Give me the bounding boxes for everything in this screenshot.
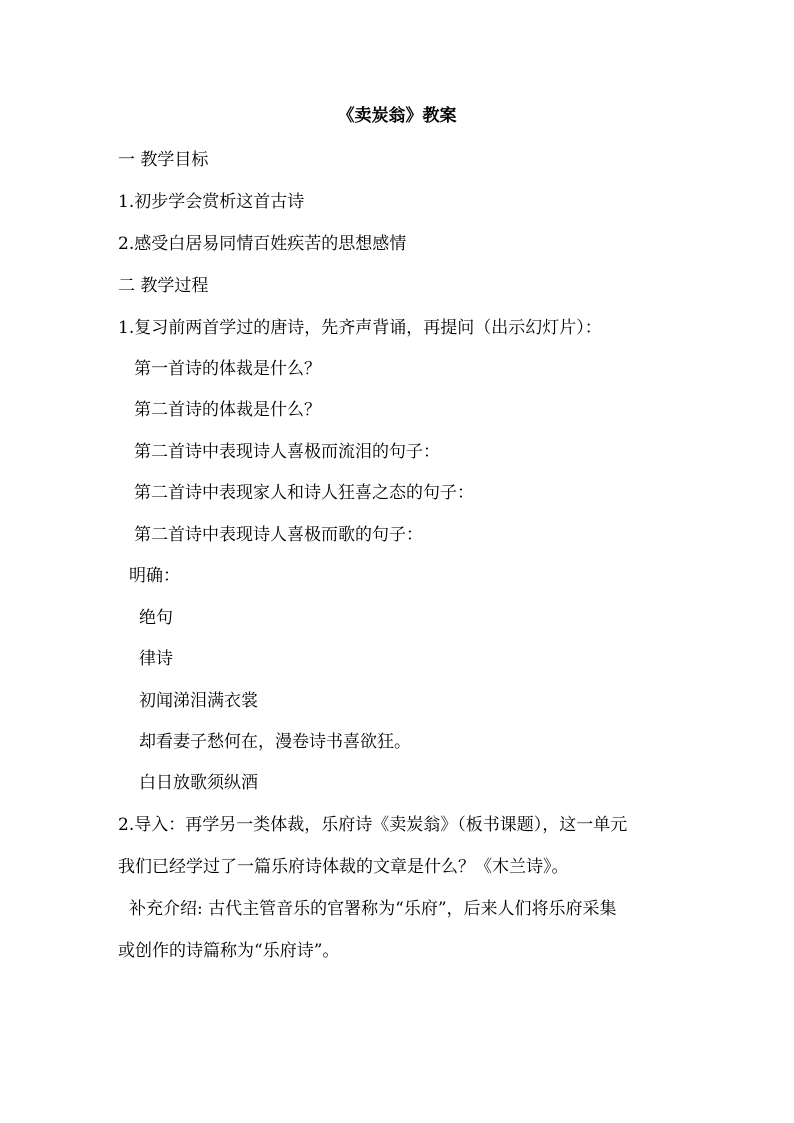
objective-item-2: 2.感受白居易同情百姓疾苦的思想感情 <box>118 234 407 254</box>
process-step-2-line-2: 我们已经学过了一篇乐府诗体裁的文章是什么？《木兰诗》。 <box>118 857 569 877</box>
question-item-2: 第二首诗的体裁是什么？ <box>134 400 321 420</box>
section-heading-objectives: 一 教学目标 <box>118 150 209 170</box>
question-item-4: 第二首诗中表现家人和诗人狂喜之态的句子： <box>134 483 474 503</box>
answer-item-2: 律诗 <box>139 649 173 669</box>
document-title: 《卖炭翁》教案 <box>337 106 457 126</box>
process-step-1: 1.复习前两首学过的唐诗，先齐声背诵，再提问（出示幻灯片）： <box>118 318 602 338</box>
section-heading-process: 二 教学过程 <box>118 276 209 296</box>
question-item-5: 第二首诗中表现诗人喜极而歌的句子： <box>134 525 423 545</box>
answer-item-5: 白日放歌须纵酒 <box>139 773 258 793</box>
question-item-3: 第二首诗中表现诗人喜极而流泪的句子： <box>134 442 440 462</box>
supplement-line-2: 或创作的诗篇称为“乐府诗”。 <box>118 941 340 961</box>
process-step-2-line-1: 2.导入：再学另一类体裁，乐府诗《卖炭翁》（板书课题），这一单元 <box>118 815 628 835</box>
objective-item-1: 1.初步学会赏析这首古诗 <box>118 192 305 212</box>
answer-item-1: 绝句 <box>139 608 173 628</box>
answer-label: 明确： <box>129 566 180 586</box>
answer-item-4: 却看妻子愁何在，漫卷诗书喜欲狂。 <box>139 732 411 752</box>
question-item-1: 第一首诗的体裁是什么？ <box>134 359 321 379</box>
supplement-line-1: 补充介绍: 古代主管音乐的官署称为“乐府”，后来人们将乐府采集 <box>129 899 617 919</box>
answer-item-3: 初闻涕泪满衣裳 <box>139 691 258 711</box>
